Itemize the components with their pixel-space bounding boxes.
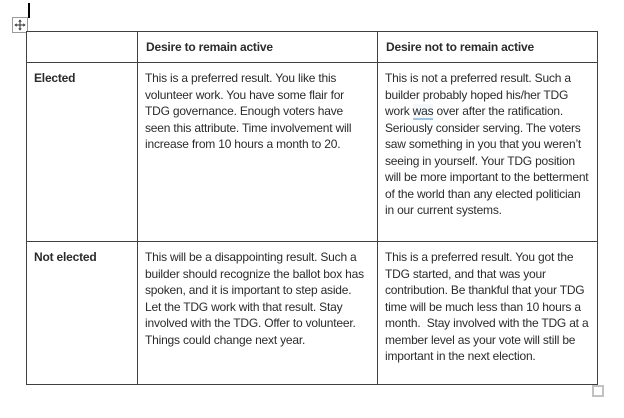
- header-cell-remain-active[interactable]: Desire to remain active: [138, 32, 378, 63]
- header-cell-corner[interactable]: [27, 32, 138, 63]
- table-resize-handle[interactable]: [592, 385, 604, 397]
- header-cell-not-remain-active[interactable]: Desire not to remain active: [378, 32, 598, 63]
- row-label-elected[interactable]: Elected: [27, 63, 138, 242]
- cell-not-elected-remain[interactable]: This will be a disappointing result. Such a builder should recognize the ballot box has spoken, and it is important to step aside. Let the TDG work with that result. Stay involved with the TDG. Offer to volunteer. Things could change next year.: [138, 242, 378, 385]
- cell-text-after: over after the ratification. Seriously consider serving. The voters saw something in you that you weren’t seeing in yourself. Your TDG position will be more important to the betterment of the world than any elected politician in our current systems.: [385, 104, 592, 217]
- text-caret: [28, 3, 30, 18]
- table-header-row: [27, 32, 598, 63]
- table-row-not-elected: [27, 242, 598, 385]
- cell-elected-remain[interactable]: This is a preferred result. You like this volunteer work. You have some flair for TDG governance. Enough voters have seen this attribute. Time involvement will increase from 10 hours a month to 20.: [138, 63, 378, 242]
- move-icon: [14, 19, 26, 31]
- comparison-table: [26, 31, 598, 385]
- cell-not-elected-not-remain[interactable]: This is a preferred result. You got the TDG started, and that was your contribution. Be thankful that your TDG time will be much less than 10 hours a month. Stay involved with the TDG at a member level as your vote will still be important in the next election.: [378, 242, 598, 385]
- cell-text-before: This is not a preferred result. Such a builder probably hoped his/her TDG work: [385, 71, 574, 118]
- grammar-flagged-word[interactable]: was: [412, 104, 434, 118]
- cell-elected-not-remain[interactable]: [378, 63, 598, 242]
- table-row-elected: [27, 63, 598, 242]
- row-label-not-elected[interactable]: Not elected: [27, 242, 138, 385]
